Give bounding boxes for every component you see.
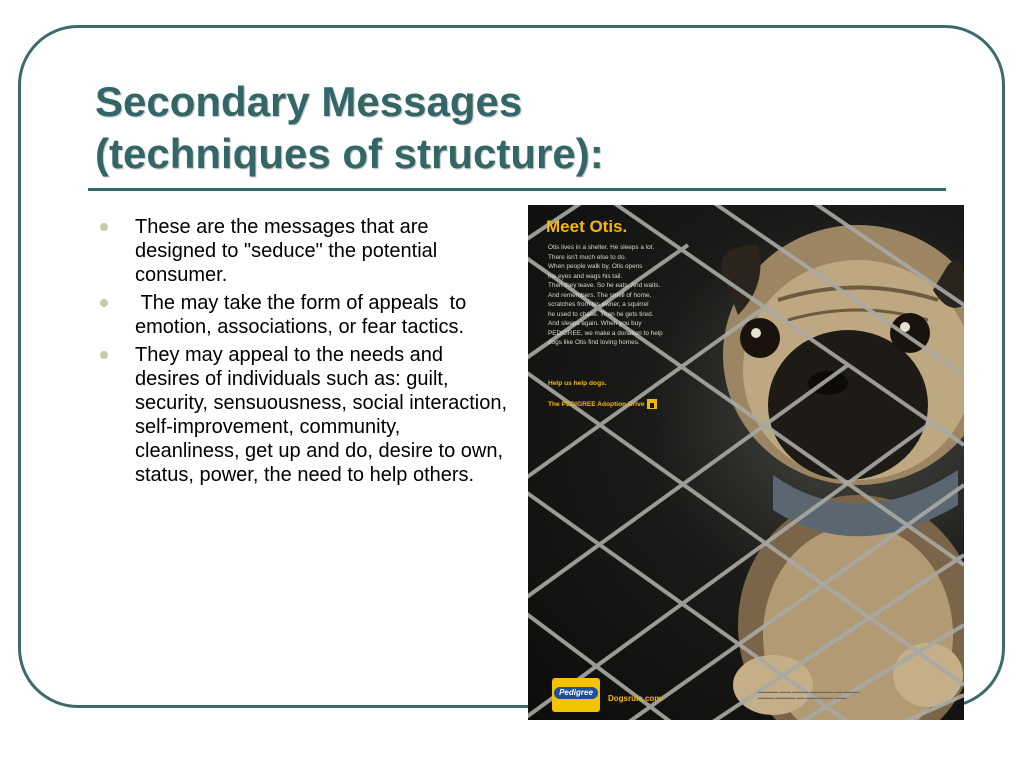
ad-copy-line: he used to chase. Then he gets tired. <box>548 310 654 318</box>
pedigree-logo <box>552 678 600 712</box>
ad-copy-line: When people walk by, Otis opens <box>548 263 643 270</box>
ad-copy-line: And sleeps again. When you buy <box>548 320 642 327</box>
ad-fineprint-illegible: ▬▬▬▬▬ ▬▬▬ ▬▬▬▬ ▬▬▬▬▬▬ ▬▬ ▬▬▬▬ ▬▬▬▬ ▬▬▬▬▬ ▬▬ ▬▬▬▬▬▬▬ ▬▬▬ <box>758 689 860 700</box>
ad-copy-line: And remembers. The smell of home, <box>548 291 652 299</box>
bullet-item <box>100 343 510 487</box>
ad-url: Dogsrule.com <box>608 694 662 703</box>
ad-copy-line: scratches from his owner, a squirrel <box>548 301 649 308</box>
ad-copy-line: dogs like Otis find loving homes. <box>548 339 640 346</box>
ad-copy-line: There isn't much else to do. <box>548 253 627 261</box>
bullet-item <box>100 215 510 287</box>
ad-adoption-drive <box>548 399 657 409</box>
ad-copy-line: PEDIGREE, we make a donation to help <box>548 329 663 337</box>
bullet-text: The may take the form of appeals to emotion, associations, or fear tactics. <box>135 292 472 338</box>
house-icon <box>647 399 657 409</box>
bullet-text: These are the messages that are designed to "seduce" the potential consumer. <box>135 216 438 286</box>
title-divider <box>88 188 946 191</box>
bullet-dot-icon <box>100 351 108 359</box>
ad-headline: Meet Otis. <box>546 217 628 236</box>
ad-copy-line: his eyes and wags his tail. <box>548 272 623 280</box>
bullet-dot-icon <box>100 223 108 231</box>
pedigree-ad-image <box>528 205 964 720</box>
ad-body-copy <box>548 243 688 348</box>
pedigree-logo-text: Pedigree <box>554 687 598 699</box>
bullet-dot-icon <box>100 299 108 307</box>
bullet-item <box>100 291 510 339</box>
ad-drive-label: The PEDIGREE Adoption Drive <box>548 400 645 408</box>
ad-help-line: Help us help dogs. <box>548 380 607 387</box>
title-line-1: Secondary Messages <box>95 78 523 125</box>
title-line-2: (techniques of structure): <box>95 130 604 177</box>
bullet-list <box>100 215 510 491</box>
slide-title <box>95 76 945 180</box>
bullet-text: They may appeal to the needs and desires of individuals such as: guilt, security, sensuousness, social interaction, self-improvement, community, cleanliness, get up and do, desire to own, status, power, the need to help others. <box>135 344 508 486</box>
ad-copy-line: Otis lives in a shelter. He sleeps a lot. <box>548 244 655 251</box>
ad-copy-line: Then they leave. So he eats. And waits. <box>548 282 661 289</box>
